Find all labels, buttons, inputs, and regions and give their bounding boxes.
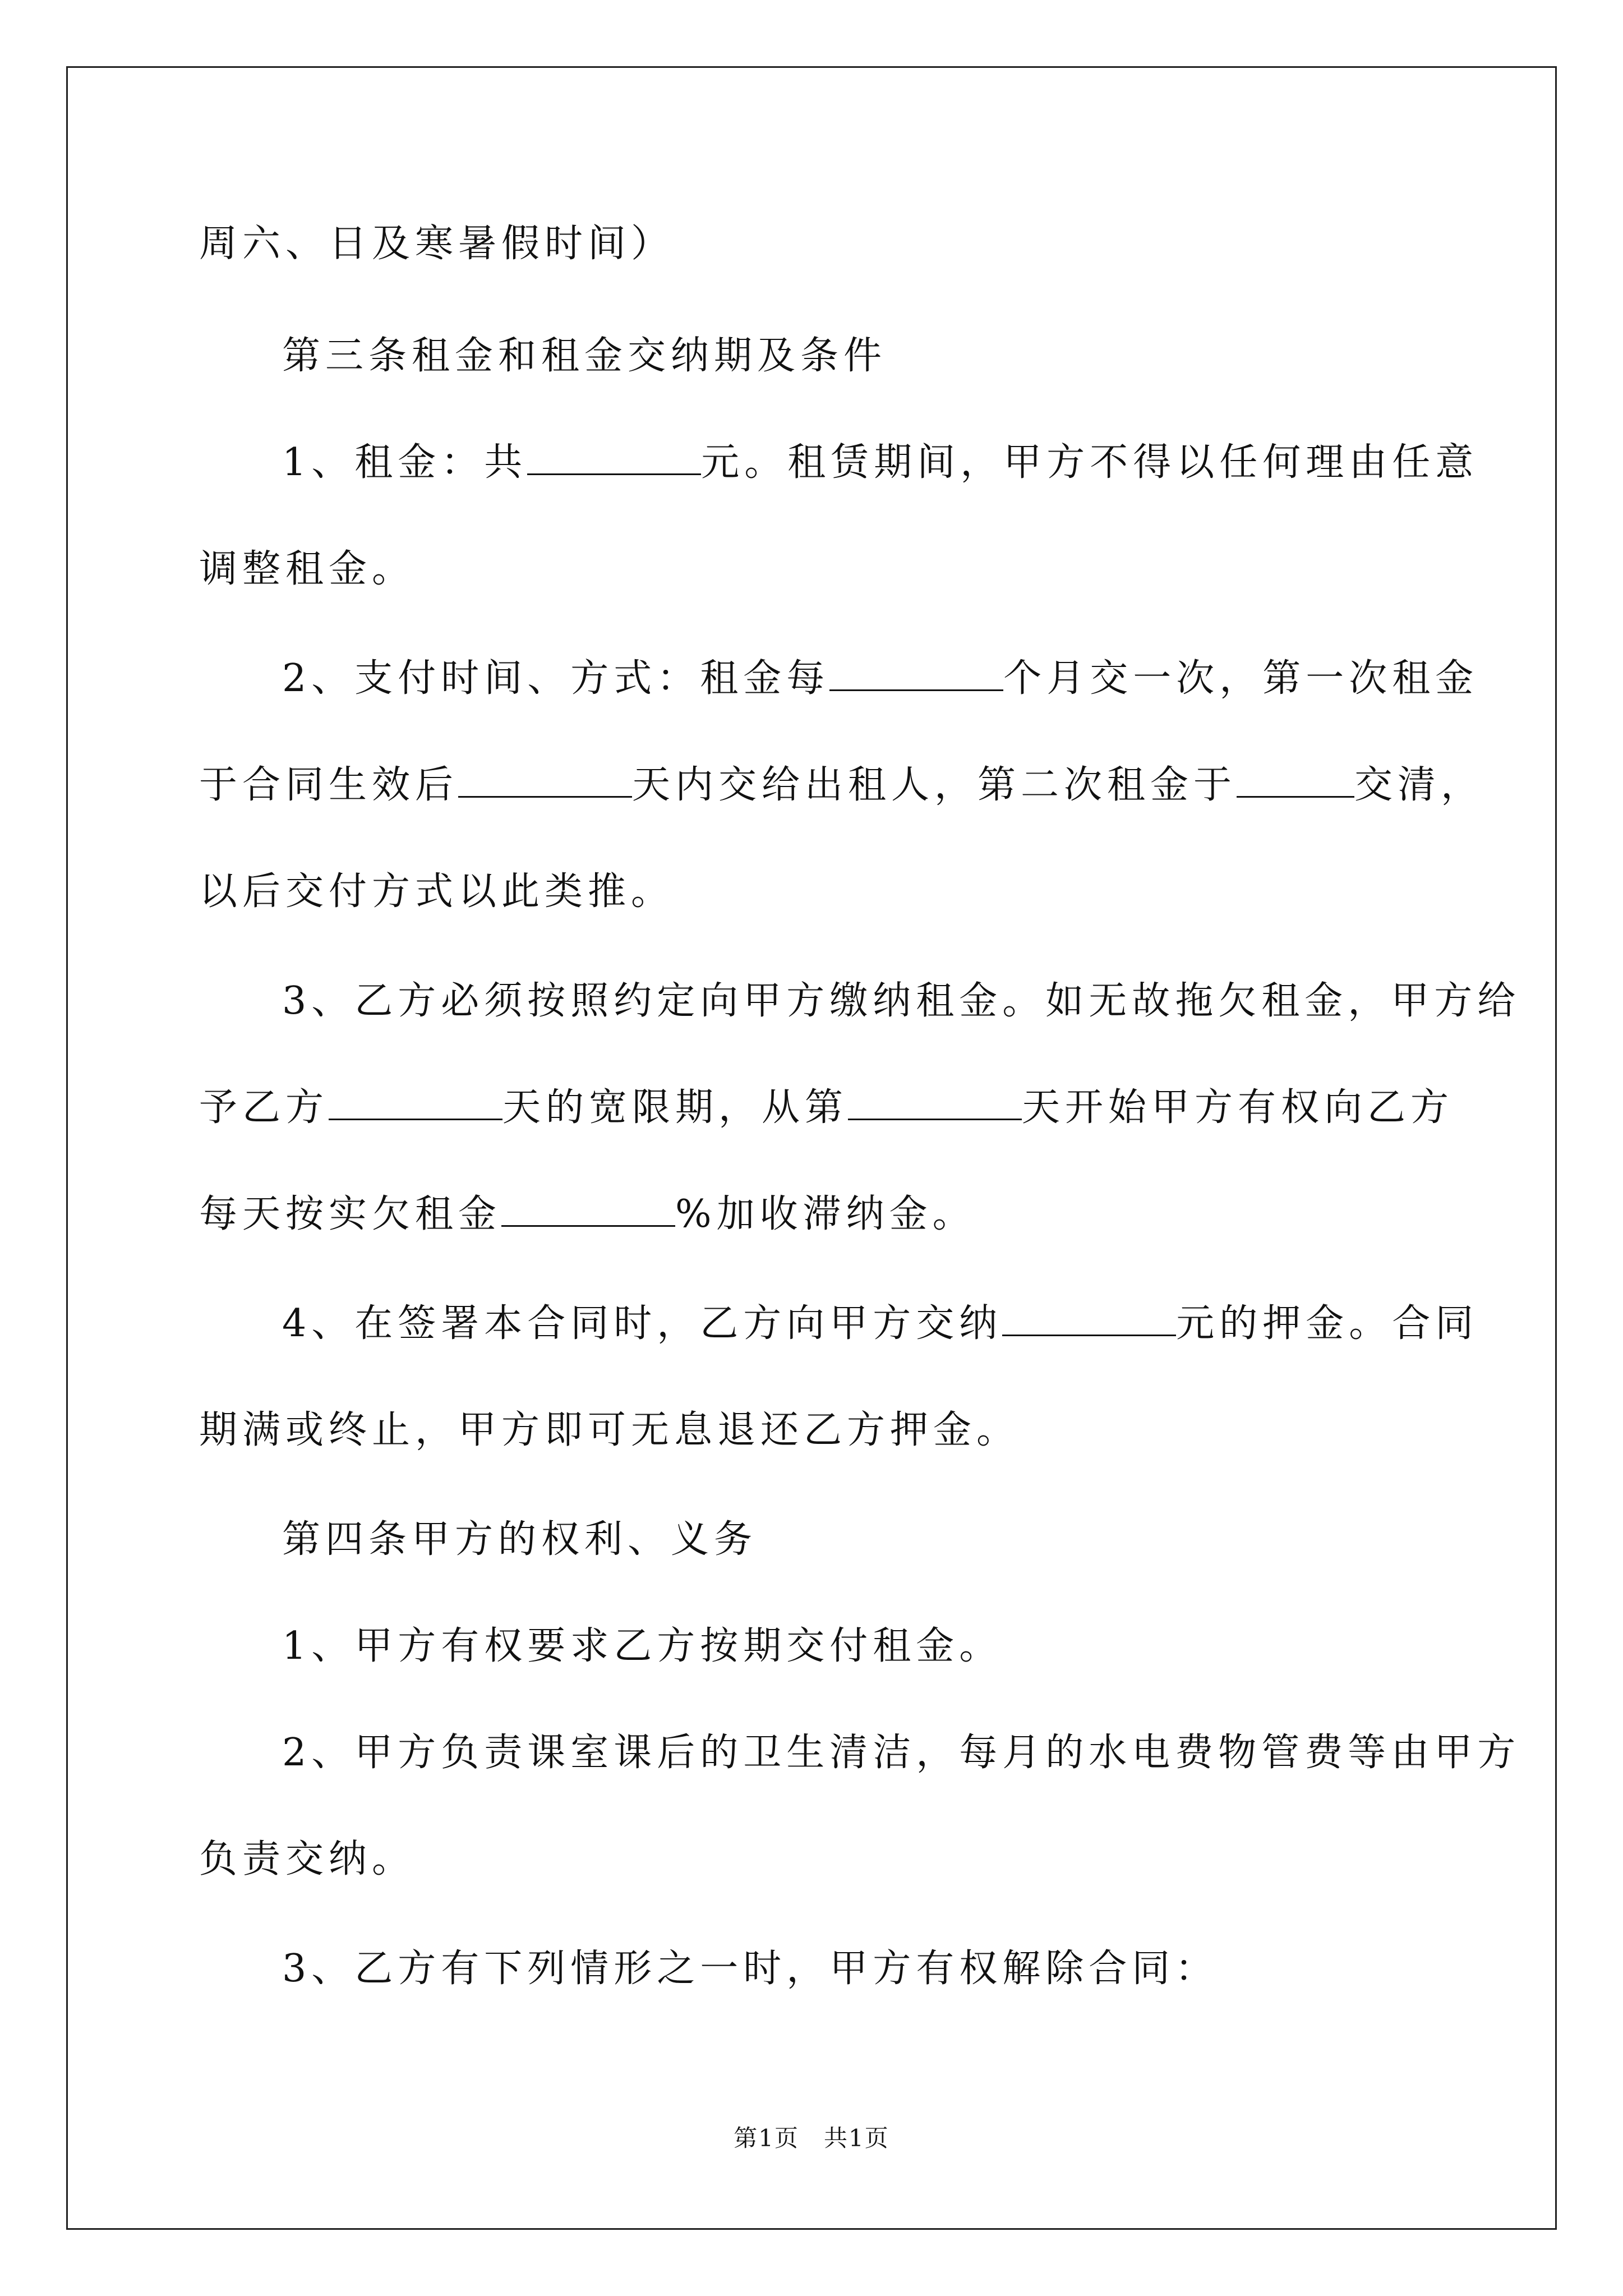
page-border (66, 66, 1557, 2230)
text-span: 个月交一次，第一次租金 (1003, 656, 1479, 701)
text-span: 元的押金。合同 (1176, 1301, 1479, 1346)
paragraph-line (282, 1301, 1478, 1346)
fill-blank (848, 1086, 1022, 1120)
fill-blank (1002, 1302, 1176, 1336)
section-heading (282, 334, 887, 379)
text-span: 天开始甲方有权向乙方 (1022, 1085, 1454, 1130)
text-span: 3、乙方有下列情形之一时，甲方有权解除合同： (282, 1947, 1219, 1991)
fill-blank (1237, 763, 1354, 798)
paragraph-line (282, 1731, 1520, 1775)
text-span: 1、甲方有权要求乙方按期交付租金。 (282, 1624, 1003, 1668)
text-span: 3、乙方必须按照约定向甲方缴纳租金。如无故拖欠租金，甲方给 (282, 979, 1521, 1023)
paragraph-line (199, 869, 674, 914)
text-span: 天的宽限期，从第 (502, 1085, 849, 1130)
paragraph-line (199, 1408, 1020, 1453)
paragraph-line (282, 979, 1520, 1024)
text-span: 元。租赁期间，甲方不得以任何理由任意 (701, 440, 1479, 485)
text-span: 交清， (1354, 763, 1484, 807)
fill-blank (527, 441, 701, 475)
paragraph-line (282, 1624, 1002, 1669)
fill-blank (501, 1193, 675, 1227)
text-span: 调整租金。 (199, 547, 416, 591)
text-span: 予乙方 (199, 1085, 329, 1130)
text-span: 1、租金：共 (282, 440, 528, 485)
section-heading (282, 1517, 757, 1562)
text-span: 期满或终止，甲方即可无息退还乙方押金。 (199, 1408, 1020, 1452)
paragraph-line (282, 1947, 1218, 1991)
text-span: 4、在签署本合同时，乙方向甲方交纳 (282, 1301, 1003, 1346)
text-span: 每天按实欠租金 (199, 1192, 502, 1236)
text-span: 负责交纳。 (199, 1837, 416, 1881)
paragraph-line (199, 1837, 415, 1882)
fill-blank (458, 763, 632, 798)
text-span: %加收滞纳金。 (675, 1192, 976, 1236)
text-span: 第四条甲方的权利、义务 (282, 1517, 758, 1562)
fill-blank (829, 657, 1003, 691)
fill-blank (329, 1086, 502, 1120)
paragraph-line (199, 547, 415, 592)
paragraph-line (199, 1192, 976, 1237)
paragraph-line (199, 763, 1484, 808)
paragraph-line (199, 1085, 1454, 1130)
text-span: 2、支付时间、方式：租金每 (282, 656, 830, 701)
text-span: 第三条租金和租金交纳期及条件 (282, 334, 887, 378)
text-span: 于合同生效后 (199, 763, 459, 807)
text-span: 周六、日及寒暑假时间） (199, 222, 675, 266)
text-span: 2、甲方负责课室课后的卫生清洁，每月的水电费物管费等由甲方 (282, 1731, 1521, 1775)
paragraph-line (282, 656, 1478, 701)
page-footer: 第1页 共1页 (734, 2124, 889, 2152)
text-span: 天内交给出租人，第二次租金于 (632, 763, 1237, 807)
paragraph-line (199, 222, 674, 266)
text-span: 以后交付方式以此类推。 (199, 869, 675, 914)
paragraph-line (282, 440, 1478, 485)
